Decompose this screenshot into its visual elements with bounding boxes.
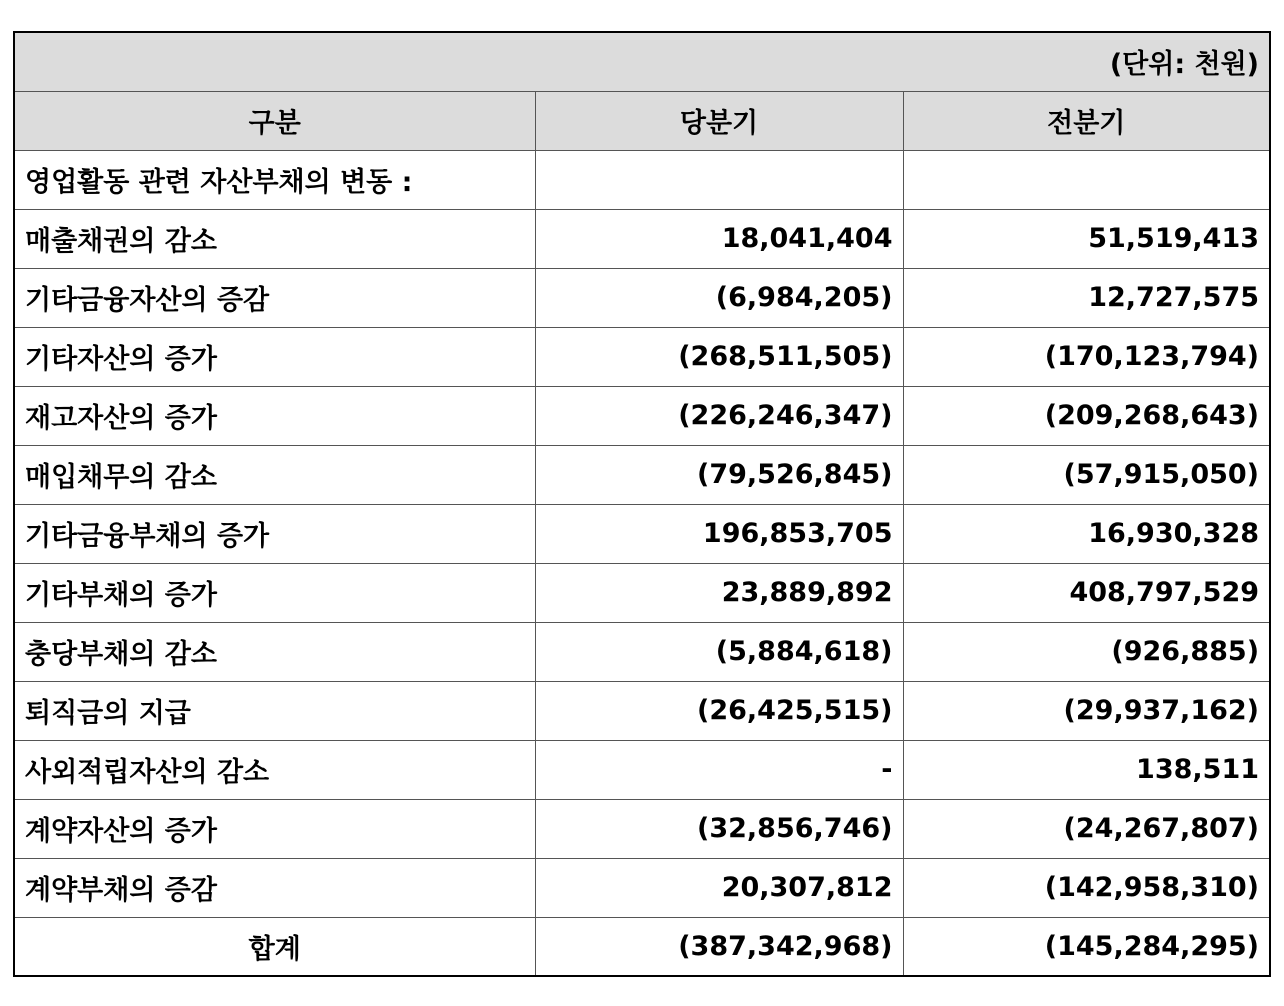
row-current-value: (268,511,505) [535,327,903,386]
row-previous-value: 138,511 [903,740,1270,799]
column-header-category: 구분 [14,91,535,150]
row-previous-value: (24,267,807) [903,799,1270,858]
row-label: 기타금융부채의 증가 [14,504,535,563]
table-row [14,386,1270,445]
total-previous-value: (145,284,295) [903,917,1270,976]
row-label: 기타부채의 증가 [14,563,535,622]
row-label: 매출채권의 감소 [14,209,535,268]
table-row [14,681,1270,740]
row-current-value: 18,041,404 [535,209,903,268]
row-previous-value: 408,797,529 [903,563,1270,622]
row-current-value: (32,856,746) [535,799,903,858]
total-row [14,917,1270,976]
row-label: 재고자산의 증가 [14,386,535,445]
row-previous-value: (142,958,310) [903,858,1270,917]
row-previous-value: 12,727,575 [903,268,1270,327]
total-label: 합계 [14,917,535,976]
row-label: 기타자산의 증가 [14,327,535,386]
column-header-previous: 전분기 [903,91,1270,150]
row-label: 기타금융자산의 증감 [14,268,535,327]
row-current-value: 23,889,892 [535,563,903,622]
row-label: 사외적립자산의 감소 [14,740,535,799]
row-previous-value: (170,123,794) [903,327,1270,386]
unit-label: (단위: 천원) [14,32,1270,91]
row-current-value: (226,246,347) [535,386,903,445]
table-row [14,622,1270,681]
row-current-value [535,150,903,209]
row-label: 충당부채의 감소 [14,622,535,681]
cash-flow-changes-table [13,31,1271,977]
row-label: 계약자산의 증가 [14,799,535,858]
row-current-value: (26,425,515) [535,681,903,740]
row-current-value: - [535,740,903,799]
table-row [14,740,1270,799]
row-current-value: 20,307,812 [535,858,903,917]
table-row [14,858,1270,917]
column-header-current: 당분기 [535,91,903,150]
table-row [14,799,1270,858]
table-row [14,209,1270,268]
row-label: 매입채무의 감소 [14,445,535,504]
row-current-value: 196,853,705 [535,504,903,563]
table-row [14,445,1270,504]
row-previous-value: 16,930,328 [903,504,1270,563]
row-label: 계약부채의 증감 [14,858,535,917]
table-row [14,563,1270,622]
row-previous-value: (209,268,643) [903,386,1270,445]
row-label: 영업활동 관련 자산부채의 변동 : [14,150,535,209]
row-previous-value [903,150,1270,209]
total-current-value: (387,342,968) [535,917,903,976]
table-row [14,268,1270,327]
table-row [14,327,1270,386]
unit-row [14,32,1270,91]
table-row-section-heading [14,150,1270,209]
row-previous-value: (926,885) [903,622,1270,681]
row-previous-value: (29,937,162) [903,681,1270,740]
row-previous-value: (57,915,050) [903,445,1270,504]
header-row [14,91,1270,150]
row-current-value: (5,884,618) [535,622,903,681]
row-current-value: (79,526,845) [535,445,903,504]
row-label: 퇴직금의 지급 [14,681,535,740]
row-previous-value: 51,519,413 [903,209,1270,268]
row-current-value: (6,984,205) [535,268,903,327]
table-row [14,504,1270,563]
